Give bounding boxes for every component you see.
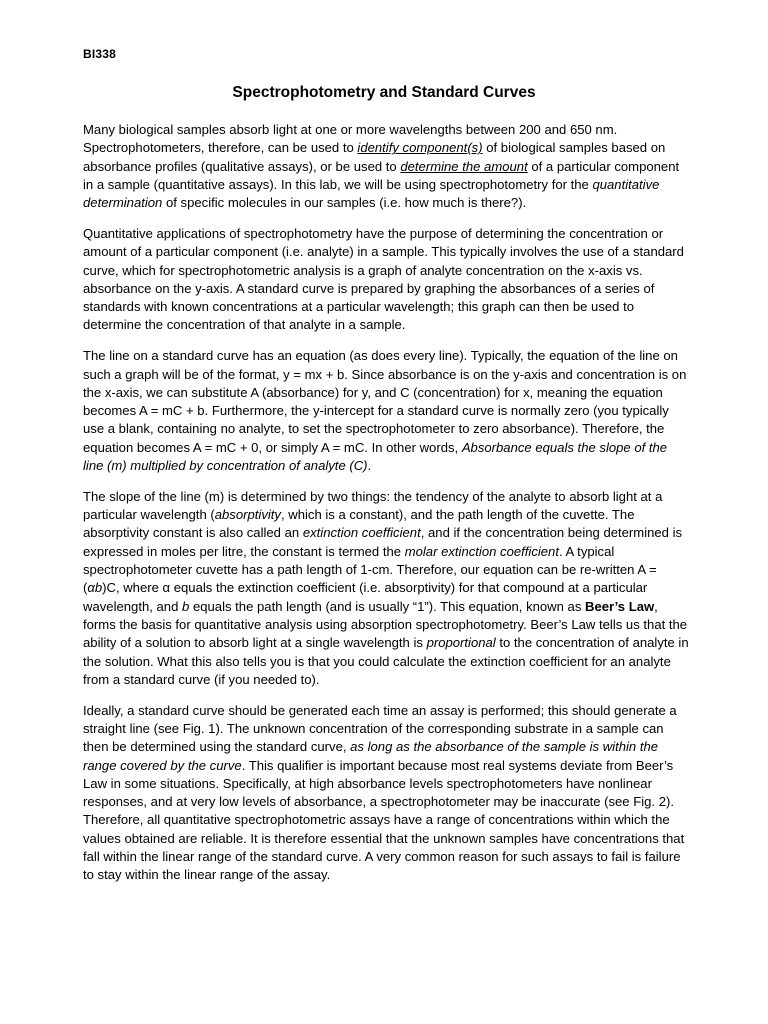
emphasis-proportional: proportional [426,635,496,651]
emphasis-identify: identify component(s) [357,140,483,156]
emphasis-quantitative: quantitative determination [83,176,660,211]
course-code: BI338 [83,47,117,61]
paragraph-quantitative-applications: Quantitative applications of spectrophotometry have the purpose of determining the concentration or amount of a particular component (i.e. analyte) in a sample. This typically involves the use of a standard curve, which for spectrophotometric analysis is a graph of analyte concentration on the x-axis vs. absorbance on the y-axis. A standard curve is prepared by graphing the absorbances of a series of standards with known concentrations at a particular wavelength; this graph can then be used to determine the concentration of that analyte in a sample. [83,225,684,333]
emphasis-determine-amount: determine the amount [400,158,528,174]
emphasis-absorbance-slope: Absorbance equals the slope of the line (m) multiplied by concentration of analyte (C) [83,439,668,474]
text-run: Ideally, a standard curve should be generated each time an assay is performed; this should generate a straight line (see Fig. 1). The unknown concentration of the corresponding substrate in a sample can then be determined using the standard curve, [83,702,677,755]
text-run: , and if the concentration being determined is expressed in moles per litre, the constant is termed the [83,525,683,559]
paragraph-slope-beers-law [83,488,691,689]
emphasis-alpha-b: αb [87,580,103,596]
text-run: of biological samples based on absorbance profiles (qualitative assays), or be used to [83,140,666,174]
emphasis-extinction-coefficient: extinction coefficient [302,525,421,541]
document-body [83,121,691,897]
text-run: of a particular component in a sample (quantitative assays). In this lab, we will be using spectrophotometry for the [83,158,680,192]
text-run: Many biological samples absorb light at one or more wavelengths between 200 and 650 nm. Spectrophotometers, therefore, can be used to [83,122,618,156]
text-run: , which is a constant), and the path length of the cuvette. The absorptivity constant is also called an [83,507,635,541]
text-run: . A typical spectrophotometer cuvette has a path length of 1-cm. Therefore, our equation can be re-written A = ( [83,543,657,596]
text-run: , forms the basis for quantitative analysis using absorption spectrophotometry. Beer’s Law tells us that the ability of a solution to absorb light at a single wavelength is [83,598,688,651]
text-run: equals the path length (and is usually “1”). This equation, known as [189,598,586,614]
text-run: . [367,458,372,474]
page-title: Spectrophotometry and Standard Curves [232,84,536,101]
text-run: )C, where α equals the extinction coefficient (i.e. absorptivity) for that compound at a particular wavelength, and [83,580,648,614]
paragraph-line-equation [83,347,691,475]
emphasis-molar-extinction: molar extinction coefficient [404,543,559,559]
emphasis-absorptivity: absorptivity [214,507,281,523]
text-run: . This qualifier is important because most real systems deviate from Beer’s Law in some situations. Specifically, at high absorbance levels spectrophotometers have nonlinear responses, and at very low levels of absorbance, a spectrophotometer may be inaccurate (see Fig. 2). Therefore, all quantitative spectrophotometric assays have a range of concentrations within which the values obtained are reliable. It is therefore essential that the unknown samples have concentrations that fall within the linear range of the standard curve. A very common reason for such assays to fail is failure to stay within the linear range of the assay. [83,757,685,883]
emphasis-absorbance-range: as long as the absorbance of the sample is within the range covered by the curve [83,739,659,773]
text-run: The line on a standard curve has an equation (as does every line). Typically, the equation of the line on such a graph will be of the format, y = mx + b. Since absorbance is on the y-axis and concentration is on the x-axis, we can substitute A (absorbance) for y, and C (concentration) for x, meaning the equation becomes A = mC + b. Furthermore, the y-intercept for a standard curve is normally zero (you typically use a blank, containing no analyte, to set the spectrophotometer to zero absorbance). Therefore, the equation becomes A = mC + 0, or simply A = mC. In other words, [83,348,687,455]
text-run: The slope of the line (m) is determined by two things: the tendency of the analyte to absorb light at a particular wavelength ( [83,488,663,523]
emphasis-beers-law: Beer’s Law [585,598,655,614]
paragraph-intro [83,121,691,212]
paragraph-standard-curve-range [83,702,691,885]
text-run: of specific molecules in our samples (i.e. how much is there?). [162,195,527,211]
text-run: to the concentration of analyte in the solution. What this also tells you is that you could calculate the extinction coefficient for an analyte from a standard curve (if you needed to). [83,635,689,687]
emphasis-b: b [182,598,190,614]
